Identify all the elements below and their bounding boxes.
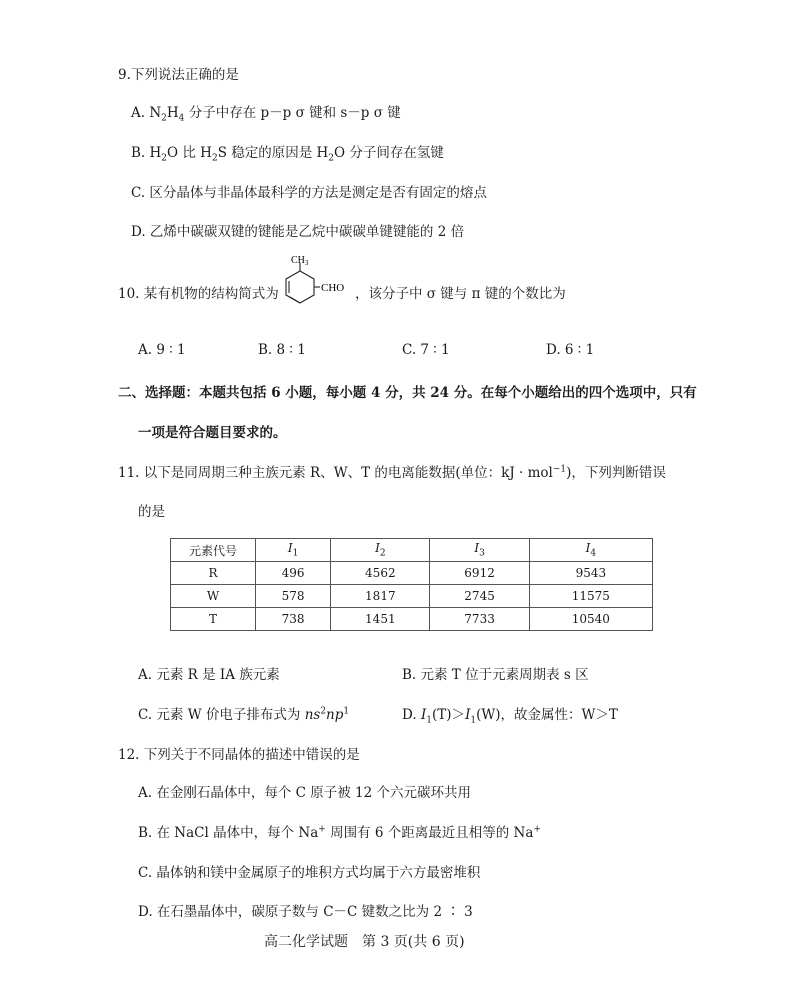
header-cell: $I_2$	[331, 539, 430, 562]
table-cell: 6912	[430, 562, 529, 585]
q10-option-b: B. 8 ∶ 1	[258, 342, 306, 358]
table-row	[171, 585, 653, 608]
table-header-row	[171, 539, 653, 562]
methyl-label: $CH_3$	[291, 255, 309, 267]
table-cell: 7733	[430, 608, 529, 631]
table-row	[171, 608, 653, 631]
q9-option-d: D. 乙烯中碳碳双键的键能是乙烷中碳碳单键键能的 2 倍	[131, 224, 465, 240]
q11-stem: 11. 以下是同周期三种主族元素 R、W、T 的电离能数据(单位：kJ · mol$^{-1}$)，下列判断错误	[118, 464, 666, 481]
table-cell: T	[171, 608, 256, 631]
q10-option-d: D. 6 ∶ 1	[546, 342, 595, 358]
table-cell: 1451	[331, 608, 430, 631]
table-cell: 9543	[529, 562, 652, 585]
table-cell: 496	[256, 562, 331, 585]
header-cell: $I_1$	[256, 539, 331, 562]
q10-stem-pre: 10. 某有机物的结构简式为	[118, 286, 279, 302]
table-cell: 2745	[430, 585, 529, 608]
table-cell: 10540	[529, 608, 652, 631]
q9-option-b: B. $H_2O$ 比 $H_2S$ 稳定的原因是 $H_2O$ 分子间存在氢键	[131, 145, 444, 164]
table-cell: W	[171, 585, 256, 608]
q12-option-d: D. 在石墨晶体中，碳原子数与 C－C 键数之比为 2 ∶ 3	[138, 904, 473, 920]
header-cell: 元素代号	[171, 539, 256, 562]
q10-stem-post: ，该分子中 σ 键与 π 键的个数比为	[355, 286, 566, 302]
page-footer: 高二化学试题 第 3 页(共 6 页)	[264, 934, 465, 950]
q10-option-c: C. 7 ∶ 1	[402, 342, 450, 358]
table-cell: 4562	[331, 562, 430, 585]
header-cell: $I_4$	[529, 539, 652, 562]
table-cell: 11575	[529, 585, 652, 608]
cho-label: CHO	[321, 282, 345, 294]
table-cell: 738	[256, 608, 331, 631]
table-cell: 1817	[331, 585, 430, 608]
q11-option-d: D. $I_1(T)>I_1(W)$，故金属性：W＞T	[402, 707, 618, 726]
q12-option-c: C. 晶体钠和镁中金属原子的堆积方式均属于六方最密堆积	[138, 865, 481, 881]
ionization-energy-table	[170, 538, 653, 631]
q11-option-c: C. 元素 W 价电子排布式为 $ns^2np^1$	[138, 706, 350, 723]
section-heading-line1: 二、选择题：本题共包括 6 小题，每小题 4 分，共 24 分。在每个小题给出的四个选项中，只有	[118, 385, 697, 401]
header-cell: $I_3$	[430, 539, 529, 562]
q10-option-a: A. 9 ∶ 1	[138, 342, 186, 358]
q9-option-a: A. $N_2H_4$ 分子中存在 p－p σ 键和 s－p σ 键	[131, 105, 401, 124]
q11-option-b: B. 元素 T 位于元素周期表 s 区	[402, 667, 589, 683]
q9-option-c: C. 区分晶体与非晶体最科学的方法是测定是否有固定的熔点	[131, 185, 487, 201]
q12-option-a: A. 在金刚石晶体中，每个 C 原子被 12 个六元碳环共用	[138, 785, 472, 801]
section-heading-line2: 一项是符合题目要求的。	[138, 425, 287, 441]
table-cell: 578	[256, 585, 331, 608]
table-cell: R	[171, 562, 256, 585]
q12-stem: 12. 下列关于不同晶体的描述中错误的是	[118, 747, 360, 763]
structural-formula	[280, 254, 360, 318]
q9-stem: 9.下列说法正确的是	[118, 67, 239, 83]
q11-stem-line2: 的是	[138, 504, 165, 520]
table-row	[171, 562, 653, 585]
q11-option-a: A. 元素 R 是 ⅠA 族元素	[138, 667, 280, 683]
q12-option-b: B. 在 NaCl 晶体中，每个 Na+ 周围有 6 个距离最近且相等的 Na+	[138, 824, 541, 841]
